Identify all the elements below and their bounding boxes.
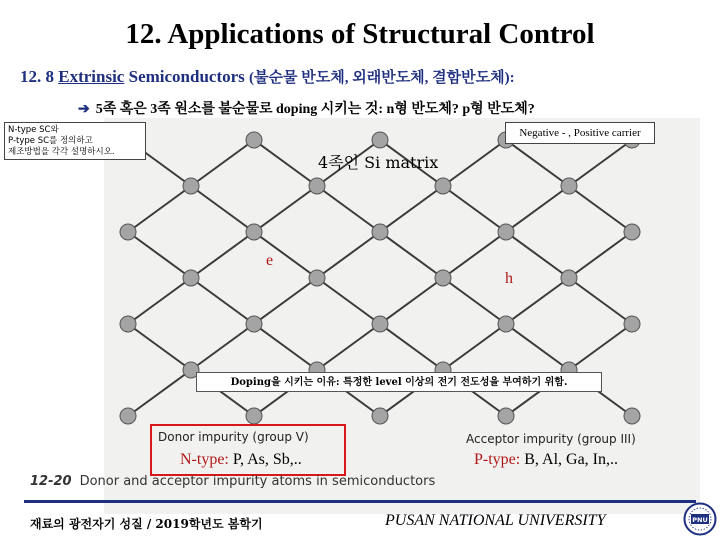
ptype-list: B, Al, Ga, In,.. bbox=[524, 451, 618, 468]
bullet-text: 5족 혹은 3족 원소를 불순물로 doping 시키는 것: n형 반도체? p형 반도체? bbox=[95, 102, 535, 117]
lattice-bond bbox=[254, 186, 317, 232]
si-atom bbox=[120, 316, 136, 332]
si-atom bbox=[183, 178, 199, 194]
lattice-bond bbox=[443, 140, 506, 186]
si-atom bbox=[624, 224, 640, 240]
lattice-bond bbox=[569, 140, 632, 186]
section-number: 12. 8 bbox=[20, 67, 54, 86]
note-line: P-type SC를 정의하고 bbox=[8, 136, 93, 146]
si-atom bbox=[498, 316, 514, 332]
doping-reason-box: Doping을 시키는 이유: 특정한 level 이상의 전기 전도성을 부여하기 위함. bbox=[196, 372, 602, 392]
lattice-bond bbox=[254, 232, 317, 278]
lattice-bond bbox=[380, 324, 443, 370]
figure-number: 12-20 bbox=[30, 474, 72, 489]
si-atom bbox=[120, 224, 136, 240]
lattice-bond bbox=[128, 186, 191, 232]
logo-text: PNU bbox=[692, 516, 708, 524]
lattice-bond bbox=[443, 232, 506, 278]
si-atom bbox=[120, 408, 136, 424]
section-main: Semiconductors bbox=[128, 67, 245, 86]
lattice-bond bbox=[380, 186, 443, 232]
si-atom bbox=[561, 178, 577, 194]
si-atom bbox=[498, 408, 514, 424]
si-atom bbox=[624, 408, 640, 424]
si-atom bbox=[372, 132, 388, 148]
si-atom bbox=[246, 408, 262, 424]
acceptor-caption: Acceptor impurity (group III) bbox=[466, 432, 636, 446]
lattice-bond bbox=[191, 140, 254, 186]
donor-caption: Donor impurity (group V) bbox=[158, 430, 309, 444]
lattice-bond bbox=[443, 186, 506, 232]
lattice-bond bbox=[128, 324, 191, 370]
si-atom bbox=[435, 178, 451, 194]
ptype-label: P-type: bbox=[474, 451, 521, 468]
lattice-bond bbox=[506, 186, 569, 232]
bullet-line bbox=[78, 98, 535, 118]
si-atom bbox=[246, 316, 262, 332]
si-atom bbox=[624, 316, 640, 332]
si-atom bbox=[372, 224, 388, 240]
electron-label: e bbox=[266, 252, 274, 269]
si-atom bbox=[309, 178, 325, 194]
hole-label: h bbox=[505, 270, 513, 287]
lattice-bond bbox=[380, 278, 443, 324]
lattice-bond bbox=[569, 324, 632, 370]
lattice-bond bbox=[380, 232, 443, 278]
lattice-bond bbox=[506, 140, 569, 186]
lattice-bond bbox=[254, 278, 317, 324]
lattice-bond bbox=[506, 232, 569, 278]
lattice-bond bbox=[317, 324, 380, 370]
lattice-bond bbox=[191, 186, 254, 232]
university-logo-icon bbox=[683, 502, 717, 536]
lattice-bond bbox=[254, 140, 317, 186]
lattice-bond bbox=[191, 278, 254, 324]
note-line: N-type SC와 bbox=[8, 125, 59, 135]
note-line: 제조방법을 각각 설명하시오. bbox=[8, 147, 115, 157]
ntype-label: N-type: bbox=[180, 451, 229, 468]
footer-divider bbox=[24, 500, 696, 503]
lattice-bond bbox=[128, 278, 191, 324]
si-atom bbox=[183, 270, 199, 286]
si-atom bbox=[246, 224, 262, 240]
footer-university: PUSAN NATIONAL UNIVERSITY bbox=[385, 512, 606, 529]
lattice-bond bbox=[569, 186, 632, 232]
si-atom bbox=[435, 270, 451, 286]
section-keyword: Extrinsic bbox=[58, 67, 125, 86]
figure-caption bbox=[30, 474, 435, 489]
si-atom bbox=[246, 132, 262, 148]
carrier-label-box: Negative - , Positive carrier bbox=[505, 122, 655, 144]
section-heading bbox=[20, 66, 515, 87]
figure-caption-text: Donor and acceptor impurity atoms in semiconductors bbox=[79, 474, 436, 489]
si-atom bbox=[498, 224, 514, 240]
lattice-bond bbox=[569, 278, 632, 324]
lattice-bond bbox=[506, 278, 569, 324]
arrow-right-icon: ➔ bbox=[78, 102, 90, 117]
ntype-elements bbox=[180, 451, 302, 469]
lattice-bond bbox=[317, 186, 380, 232]
lattice-bond bbox=[191, 232, 254, 278]
si-atom bbox=[372, 316, 388, 332]
matrix-label: 4족인 Si matrix bbox=[318, 153, 439, 172]
lattice-bond bbox=[128, 232, 191, 278]
section-korean: (불순물 반도체, 외래반도체, 결함반도체): bbox=[249, 70, 515, 86]
lattice-bond bbox=[128, 370, 191, 416]
lattice-bond bbox=[443, 324, 506, 370]
slide-title: 12. Applications of Structural Control bbox=[125, 18, 595, 50]
lattice-bond bbox=[317, 232, 380, 278]
lattice-bond bbox=[191, 324, 254, 370]
lattice-bond bbox=[317, 278, 380, 324]
lattice-bond bbox=[443, 278, 506, 324]
lattice-bond bbox=[569, 232, 632, 278]
lattice-bond bbox=[254, 324, 317, 370]
si-atom bbox=[372, 408, 388, 424]
footer-course: 재료의 광전자기 성질 / 2019학년도 봄학기 bbox=[30, 517, 263, 531]
si-atom bbox=[561, 270, 577, 286]
ntype-list: P, As, Sb,.. bbox=[232, 451, 302, 468]
si-atom bbox=[309, 270, 325, 286]
ptype-elements bbox=[474, 451, 618, 469]
lattice-bond bbox=[506, 324, 569, 370]
question-note-box bbox=[4, 122, 146, 160]
